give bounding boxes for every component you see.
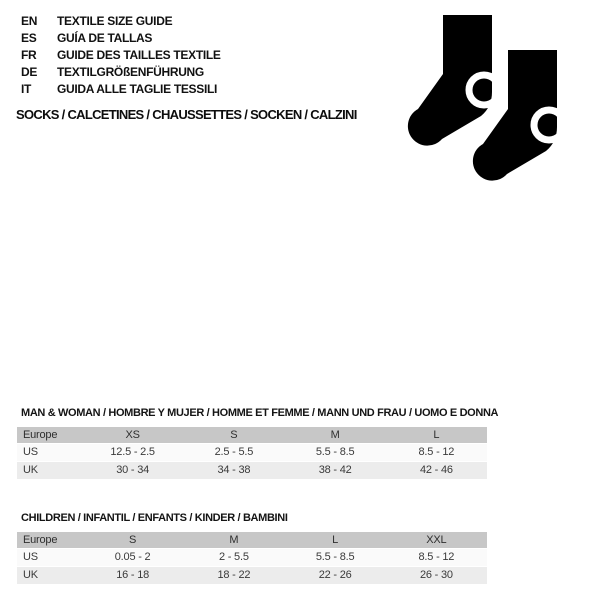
- language-guide-list: [21, 13, 221, 98]
- value-cell: 26 - 30: [419, 569, 453, 581]
- language-row: [21, 64, 221, 81]
- value-cell: 12.5 - 2.5: [110, 446, 155, 458]
- language-code: IT: [21, 82, 32, 96]
- table-title: CHILDREN / INFANTIL / ENFANTS / KINDER / BAMBINI: [21, 512, 288, 524]
- header-cell-size: L: [433, 429, 440, 441]
- table-row-uk: [17, 566, 487, 584]
- size-table-man-woman: [17, 407, 499, 479]
- sock-left: [408, 15, 499, 146]
- language-label: GUÍA DE TALLAS: [57, 31, 153, 45]
- value-cell: 42 - 46: [419, 464, 453, 476]
- language-label: GUIDA ALLE TAGLIE TESSILI: [57, 82, 218, 96]
- table-title: MAN & WOMAN / HOMBRE Y MUJER / HOMME ET FEMME / MANN UND FRAU / UOMO E DONNA: [21, 407, 499, 419]
- header-cell-size: L: [332, 534, 339, 546]
- language-code: ES: [21, 31, 37, 45]
- language-label: TEXTILGRÖßENFÜHRUNG: [57, 65, 204, 79]
- language-label: TEXTILE SIZE GUIDE: [57, 14, 173, 28]
- language-row: [21, 13, 221, 30]
- header-cell-region: Europe: [23, 534, 58, 546]
- value-cell: 22 - 26: [318, 569, 352, 581]
- language-row: [21, 30, 221, 47]
- table-row-us: [17, 548, 487, 566]
- language-label: GUIDE DES TAILLES TEXTILE: [57, 48, 221, 62]
- value-cell: 2 - 5.5: [218, 551, 249, 563]
- language-code: FR: [21, 48, 37, 62]
- socks-icon: [400, 0, 600, 200]
- header-cell-size: XXL: [426, 534, 447, 546]
- row-label-cell: UK: [23, 464, 38, 476]
- value-cell: 34 - 38: [217, 464, 251, 476]
- value-cell: 18 - 22: [217, 569, 251, 581]
- table-row-us: [17, 443, 487, 461]
- table-header-row: [17, 427, 487, 443]
- row-label-cell: US: [23, 551, 38, 563]
- value-cell: 8.5 - 12: [418, 551, 455, 563]
- header-cell-region: Europe: [23, 429, 58, 441]
- value-cell: 16 - 18: [116, 569, 150, 581]
- value-cell: 0.05 - 2: [114, 551, 151, 563]
- header-cell-size: S: [230, 429, 238, 441]
- table-header-row: [17, 532, 487, 548]
- size-table-children: [17, 512, 487, 584]
- value-cell: 38 - 42: [318, 464, 352, 476]
- row-label-cell: UK: [23, 569, 38, 581]
- header-cell-size: XS: [125, 429, 140, 441]
- header-cell-size: S: [129, 534, 137, 546]
- language-row: [21, 81, 221, 98]
- value-cell: 8.5 - 12: [418, 446, 455, 458]
- value-cell: 5.5 - 8.5: [315, 551, 355, 563]
- row-label-cell: US: [23, 446, 38, 458]
- language-code: DE: [21, 65, 38, 79]
- language-row: [21, 47, 221, 64]
- value-cell: 5.5 - 8.5: [315, 446, 355, 458]
- value-cell: 30 - 34: [116, 464, 150, 476]
- table-row-uk: [17, 461, 487, 479]
- category-line: SOCKS / CALCETINES / CHAUSSETTES / SOCKEN / CALZINI: [16, 107, 357, 122]
- header-cell-size: M: [330, 429, 340, 441]
- language-code: EN: [21, 14, 38, 28]
- value-cell: 2.5 - 5.5: [214, 446, 254, 458]
- header-cell-size: M: [229, 534, 239, 546]
